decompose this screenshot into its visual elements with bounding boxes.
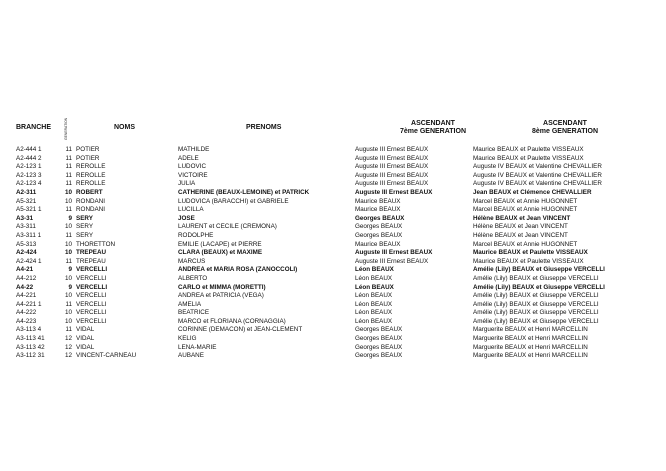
cell-nom: VERCELLI bbox=[76, 292, 107, 300]
cell-generation: 10 bbox=[64, 309, 72, 317]
cell-ascendant-7: Auguste III Ernest BEAUX bbox=[355, 163, 429, 171]
cell-branche: A2-444 1 bbox=[16, 146, 42, 153]
cell-branche: A4-221 bbox=[16, 292, 37, 300]
cell-ascendant-7: Auguste III Ernest BEAUX bbox=[355, 249, 433, 257]
cell-prenom: LUCILLA bbox=[178, 206, 204, 214]
cell-ascendant-7: Georges BEAUX bbox=[355, 214, 405, 222]
table-row bbox=[0, 172, 666, 181]
cell-generation: 10 bbox=[64, 249, 72, 257]
cell-branche: A2-424 1 bbox=[16, 257, 42, 265]
cell-ascendant-8: Hélène BEAUX et Jean VINCENT bbox=[473, 214, 571, 222]
table-row bbox=[0, 215, 666, 224]
cell-ascendant-8: Marguerite BEAUX et Henri MARCELLIN bbox=[473, 352, 588, 360]
cell-generation: 9 bbox=[68, 283, 72, 291]
table-row bbox=[0, 301, 666, 310]
table-row bbox=[0, 335, 666, 344]
cell-ascendant-8: Jean BEAUX et Clémence CHEVALLIER bbox=[473, 188, 592, 196]
cell-ascendant-7: Léon BEAUX bbox=[355, 317, 393, 325]
cell-generation: 12 bbox=[64, 343, 72, 351]
cell-branche: A3-311 bbox=[16, 223, 36, 231]
cell-branche: A4-212 bbox=[16, 274, 37, 282]
cell-nom: RONDANI bbox=[76, 197, 106, 205]
header-ascendant-8-line1: ASCENDANT bbox=[543, 120, 587, 127]
genealogy-table-body bbox=[0, 146, 666, 361]
table-row bbox=[0, 275, 666, 284]
header-branche: BRANCHE bbox=[16, 124, 51, 131]
cell-nom: SERY bbox=[76, 223, 94, 231]
cell-ascendant-7: Georges BEAUX bbox=[355, 223, 403, 231]
cell-nom: VIDAL bbox=[76, 326, 95, 334]
cell-ascendant-7: Léon BEAUX bbox=[355, 309, 393, 317]
cell-ascendant-7: Léon BEAUX bbox=[355, 292, 393, 300]
cell-ascendant-8: Marguerite BEAUX et Henri MARCELLIN bbox=[473, 326, 588, 334]
cell-branche: A3-113 4 bbox=[16, 326, 42, 334]
cell-generation: 11 bbox=[65, 180, 72, 188]
cell-nom: POTIER bbox=[76, 154, 100, 162]
cell-branche: A3-311 1 bbox=[16, 231, 42, 239]
cell-branche: A4-223 bbox=[16, 317, 37, 325]
cell-prenom: CORINNE (DEMACON) et JEAN-CLEMENT bbox=[178, 326, 303, 334]
cell-branche: A3-31 bbox=[16, 214, 34, 222]
cell-ascendant-7: Léon BEAUX bbox=[355, 266, 394, 274]
cell-nom: VIDAL bbox=[76, 335, 95, 343]
cell-nom: THORETTON bbox=[76, 240, 116, 248]
cell-branche: A5-321 bbox=[16, 197, 37, 205]
cell-branche: A2-424 bbox=[16, 249, 37, 257]
header-ascendant-7 bbox=[378, 120, 488, 136]
table-row bbox=[0, 352, 666, 361]
cell-ascendant-8: Hélène BEAUX et Jean VINCENT bbox=[473, 231, 568, 239]
cell-branche: A2-123 1 bbox=[16, 163, 42, 171]
cell-branche: A2-311 bbox=[16, 188, 37, 196]
cell-branche: A5-313 bbox=[16, 240, 37, 248]
cell-ascendant-8: Amélie (Lily) BEAUX et Giuseppe VERCELLI bbox=[473, 292, 599, 300]
cell-prenom: CATHERINE (BEAUX-LEMOINE) et PATRICK bbox=[178, 188, 310, 196]
cell-prenom: LENA-MARIE bbox=[178, 343, 217, 351]
cell-prenom: MARCO et FLORIANA (CORNAGGIA) bbox=[178, 317, 286, 325]
cell-nom: REROLLE bbox=[76, 180, 106, 188]
cell-generation: 10 bbox=[64, 317, 72, 325]
cell-nom: RONDANI bbox=[76, 206, 106, 214]
cell-generation: 11 bbox=[65, 146, 72, 153]
cell-ascendant-8: Amélie (Lily) BEAUX et Giuseppe VERCELLI bbox=[473, 317, 599, 325]
cell-prenom: VICTOIRE bbox=[178, 171, 208, 179]
cell-ascendant-7: Georges BEAUX bbox=[355, 343, 403, 351]
header-ascendant-8 bbox=[510, 120, 620, 136]
cell-prenom: MATHILDE bbox=[178, 146, 210, 153]
table-row bbox=[0, 292, 666, 301]
cell-ascendant-7: Maurice BEAUX bbox=[355, 240, 401, 248]
table-row bbox=[0, 326, 666, 335]
table-row bbox=[0, 223, 666, 232]
cell-ascendant-8: Marcel BEAUX et Annie HUGONNET bbox=[473, 240, 578, 248]
cell-ascendant-8: Amélie (Lily) BEAUX et Giuseppe VERCELLI bbox=[473, 309, 599, 317]
cell-prenom: AUBANE bbox=[178, 352, 204, 360]
cell-prenom: KELIG bbox=[178, 335, 197, 343]
cell-ascendant-7: Maurice BEAUX bbox=[355, 197, 401, 205]
cell-ascendant-8: Auguste IV BEAUX et Valentine CHEVALLIER bbox=[473, 180, 602, 188]
cell-prenom: AMELIA bbox=[178, 300, 202, 308]
table-row bbox=[0, 241, 666, 250]
cell-prenom: RODOLPHE bbox=[178, 231, 214, 239]
cell-ascendant-8: Marguerite BEAUX et Henri MARCELLIN bbox=[473, 343, 588, 351]
table-row bbox=[0, 146, 666, 155]
cell-branche: A4-22 bbox=[16, 283, 34, 291]
cell-ascendant-7: Léon BEAUX bbox=[355, 274, 393, 282]
cell-ascendant-8: Amélie (Lily) BEAUX et Giuseppe VERCELLI bbox=[473, 274, 599, 282]
cell-nom: VERCELLI bbox=[76, 300, 107, 308]
cell-generation: 11 bbox=[65, 326, 72, 334]
cell-ascendant-8: Maurice BEAUX et Paulette VISSEAUX bbox=[473, 257, 584, 265]
cell-generation: 10 bbox=[64, 197, 72, 205]
cell-ascendant-8: Maurice BEAUX et Paulette VISSEAUX bbox=[473, 146, 584, 153]
cell-branche: A4-222 bbox=[16, 309, 37, 317]
cell-ascendant-7: Georges BEAUX bbox=[355, 335, 403, 343]
cell-prenom: MARCUS bbox=[178, 257, 206, 265]
cell-nom: TREPEAU bbox=[76, 257, 106, 265]
table-row bbox=[0, 318, 666, 327]
cell-ascendant-7: Georges BEAUX bbox=[355, 231, 403, 239]
table-row bbox=[0, 266, 666, 275]
cell-branche: A2-444 2 bbox=[16, 154, 42, 162]
cell-nom: REROLLE bbox=[76, 163, 106, 171]
cell-generation: 11 bbox=[65, 163, 72, 171]
cell-prenom: CARLO et MIMMA (MORETTI) bbox=[178, 283, 266, 291]
cell-prenom: LAURENT et CECILE (CREMONA) bbox=[178, 223, 277, 231]
cell-nom: VINCENT-CARNEAU bbox=[76, 352, 137, 360]
cell-nom: VERCELLI bbox=[76, 317, 107, 325]
cell-ascendant-7: Georges BEAUX bbox=[355, 352, 403, 360]
cell-ascendant-8: Amélie (Lily) BEAUX et Giuseppe VERCELLI bbox=[473, 266, 605, 274]
cell-generation: 9 bbox=[68, 266, 72, 274]
cell-branche: A3-112 31 bbox=[16, 352, 45, 360]
cell-nom: SERY bbox=[76, 214, 93, 222]
cell-ascendant-7: Maurice BEAUX bbox=[355, 206, 401, 214]
cell-ascendant-7: Léon BEAUX bbox=[355, 300, 393, 308]
table-row bbox=[0, 232, 666, 241]
cell-branche: A3-113 42 bbox=[16, 343, 45, 351]
cell-branche: A4-21 bbox=[16, 266, 34, 274]
table-row bbox=[0, 309, 666, 318]
cell-generation: 10 bbox=[64, 188, 72, 196]
cell-nom: VIDAL bbox=[76, 343, 95, 351]
header-ascendant-7-line2: 7ème GENERATION bbox=[400, 128, 466, 135]
cell-ascendant-7: Auguste III Ernest BEAUX bbox=[355, 146, 429, 153]
cell-generation: 11 bbox=[65, 171, 72, 179]
cell-prenom: LUDOVIC bbox=[178, 163, 206, 171]
cell-ascendant-8: Marcel BEAUX et Annie HUGONNET bbox=[473, 206, 578, 214]
table-row bbox=[0, 284, 666, 293]
header-prenoms: PRENOMS bbox=[246, 124, 282, 131]
cell-generation: 10 bbox=[64, 292, 72, 300]
table-row bbox=[0, 163, 666, 172]
table-row bbox=[0, 258, 666, 267]
table-row bbox=[0, 344, 666, 353]
cell-generation: 12 bbox=[64, 335, 72, 343]
cell-branche: A2-123 3 bbox=[16, 171, 42, 179]
header-ascendant-7-line1: ASCENDANT bbox=[411, 120, 455, 127]
cell-ascendant-7: Auguste III Ernest BEAUX bbox=[355, 171, 429, 179]
cell-generation: 9 bbox=[68, 214, 72, 222]
cell-branche: A4-221 1 bbox=[16, 300, 42, 308]
cell-ascendant-7: Auguste III Ernest BEAUX bbox=[355, 188, 433, 196]
cell-prenom: ANDREA et MARIA ROSA (ZANOCCOLI) bbox=[178, 266, 298, 274]
cell-generation: 12 bbox=[64, 352, 72, 360]
cell-ascendant-7: Auguste III Ernest BEAUX bbox=[355, 180, 429, 188]
table-row bbox=[0, 206, 666, 215]
table-row bbox=[0, 189, 666, 198]
cell-ascendant-7: Georges BEAUX bbox=[355, 326, 403, 334]
cell-prenom: JOSE bbox=[178, 214, 195, 222]
header-generation: GENERATION bbox=[64, 117, 68, 140]
cell-prenom: EMILIE (LACAPE) et PIERRE bbox=[178, 240, 262, 248]
table-row bbox=[0, 180, 666, 189]
cell-prenom: ADELE bbox=[178, 154, 199, 162]
cell-prenom: ANDREA et PATRICIA (VEGA) bbox=[178, 292, 264, 300]
cell-generation: 11 bbox=[65, 257, 72, 265]
cell-generation: 11 bbox=[65, 154, 72, 162]
table-row bbox=[0, 155, 666, 164]
cell-ascendant-7: Auguste III Ernest BEAUX bbox=[355, 154, 429, 162]
cell-prenom: ALBERTO bbox=[178, 274, 208, 282]
cell-ascendant-8: Auguste IV BEAUX et Valentine CHEVALLIER bbox=[473, 171, 602, 179]
cell-ascendant-8: Marguerite BEAUX et Henri MARCELLIN bbox=[473, 335, 588, 343]
cell-nom: POTIER bbox=[76, 146, 100, 153]
cell-ascendant-8: Amélie (Lily) BEAUX et Giuseppe VERCELLI bbox=[473, 283, 605, 291]
cell-prenom: BEATRICE bbox=[178, 309, 210, 317]
cell-ascendant-7: Auguste III Ernest BEAUX bbox=[355, 257, 429, 265]
cell-nom: VERCELLI bbox=[76, 266, 108, 274]
table-row bbox=[0, 198, 666, 207]
cell-nom: VERCELLI bbox=[76, 274, 107, 282]
cell-nom: TREPEAU bbox=[76, 249, 107, 257]
cell-generation: 11 bbox=[65, 206, 72, 214]
cell-generation: 11 bbox=[65, 300, 72, 308]
cell-branche: A5-321 1 bbox=[16, 206, 42, 214]
cell-ascendant-8: Auguste IV BEAUX et Valentine CHEVALLIER bbox=[473, 163, 602, 171]
header-noms: NOMS bbox=[114, 124, 135, 131]
cell-generation: 10 bbox=[64, 274, 72, 282]
cell-prenom: JULIA bbox=[178, 180, 196, 188]
cell-ascendant-7: Léon BEAUX bbox=[355, 283, 394, 291]
cell-ascendant-8: Maurice BEAUX et Paulette VISSEAUX bbox=[473, 249, 588, 257]
cell-nom: SERY bbox=[76, 231, 94, 239]
cell-prenom: CLARA (BEAUX) et MAXIME bbox=[178, 249, 263, 257]
cell-nom: ROBERT bbox=[76, 188, 103, 196]
cell-nom: VERCELLI bbox=[76, 309, 107, 317]
cell-generation: 11 bbox=[65, 231, 72, 239]
cell-prenom: LUDOVICA (BARACCHI) et GABRIELE bbox=[178, 197, 289, 205]
cell-ascendant-8: Hélène BEAUX et Jean VINCENT bbox=[473, 223, 568, 231]
cell-generation: 10 bbox=[64, 240, 72, 248]
cell-nom: REROLLE bbox=[76, 171, 106, 179]
cell-branche: A2-123 4 bbox=[16, 180, 42, 188]
cell-ascendant-8: Amélie (Lily) BEAUX et Giuseppe VERCELLI bbox=[473, 300, 599, 308]
cell-ascendant-8: Maurice BEAUX et Paulette VISSEAUX bbox=[473, 154, 584, 162]
cell-generation: 10 bbox=[64, 223, 72, 231]
header-ascendant-8-line2: 8ème GENERATION bbox=[532, 128, 598, 135]
table-row bbox=[0, 249, 666, 258]
cell-ascendant-8: Marcel BEAUX et Annie HUGONNET bbox=[473, 197, 578, 205]
cell-nom: VERCELLI bbox=[76, 283, 108, 291]
cell-branche: A3-113 41 bbox=[16, 335, 45, 343]
